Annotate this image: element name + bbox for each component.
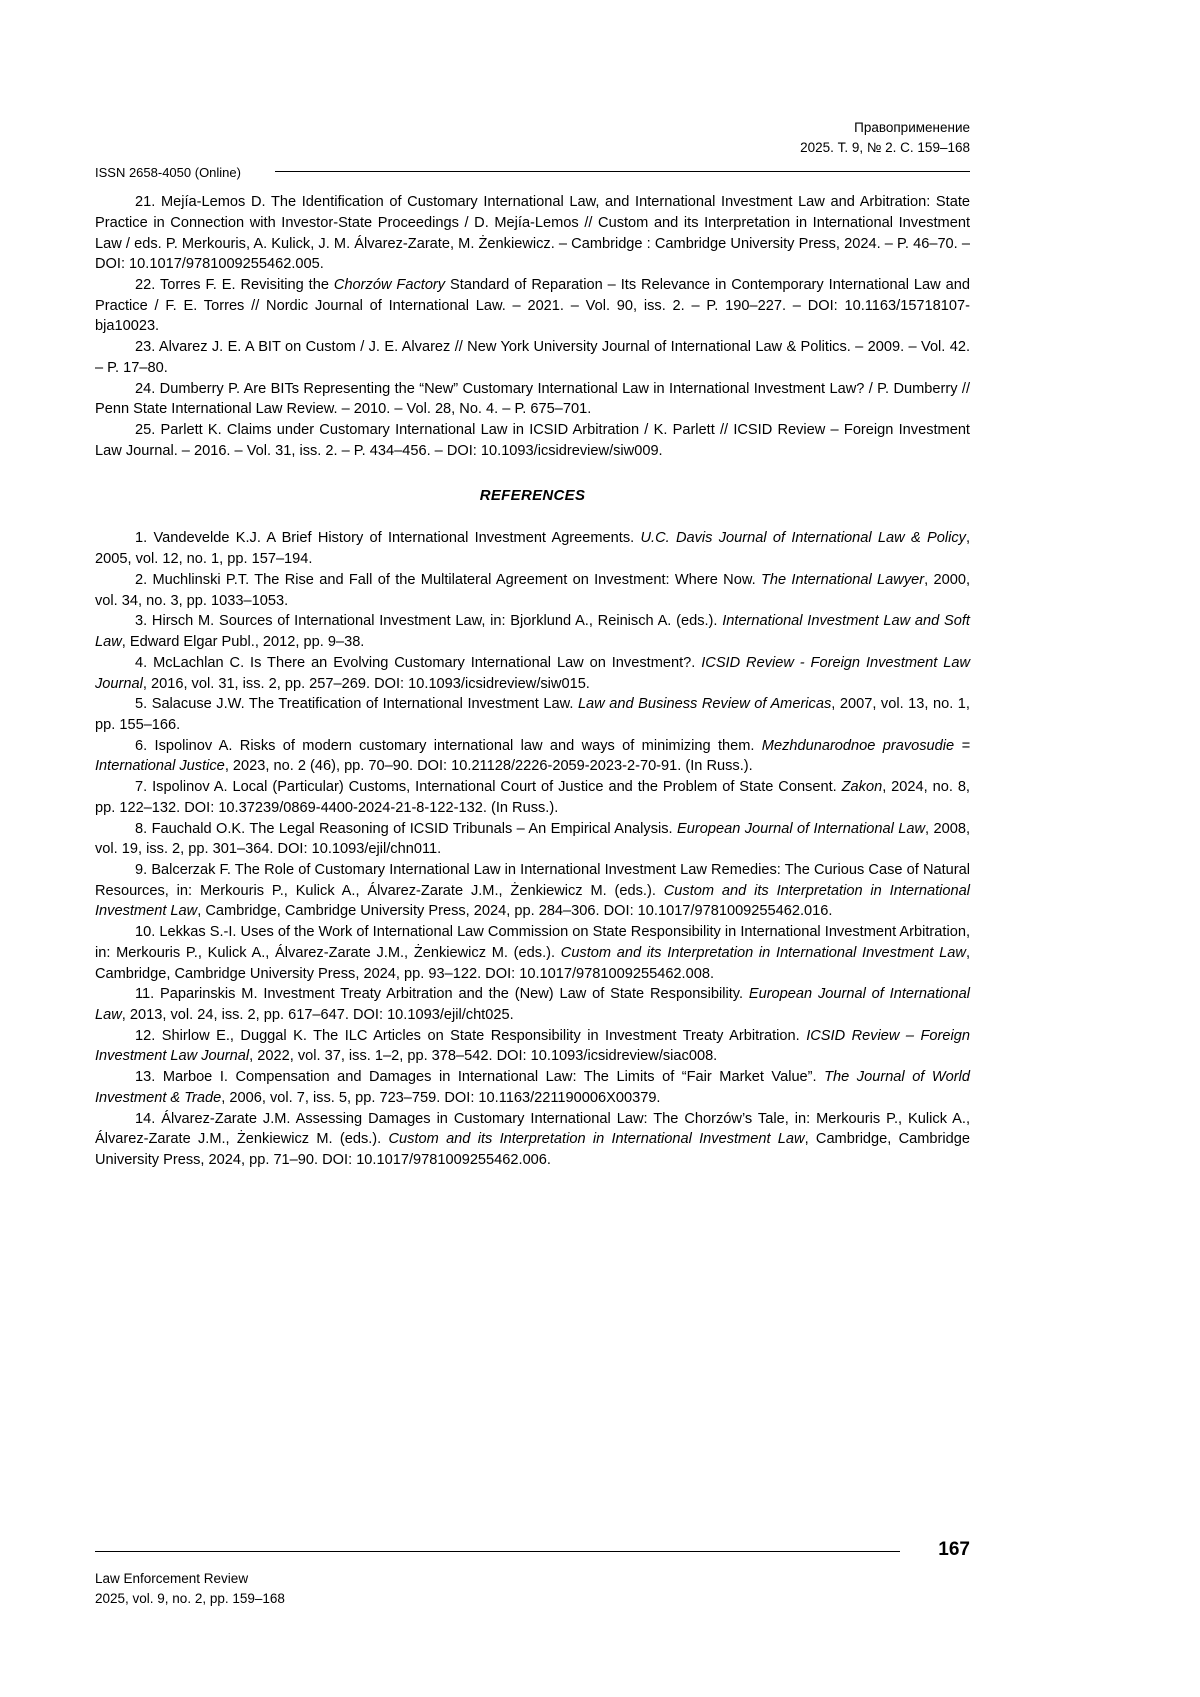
ref-text-post: , 2000, vol. 34, no. 3, pp. 1033–1053. [95,571,971,609]
reference-item [95,777,970,818]
ref-text-post: , 2013, vol. 24, iss. 2, pp. 617–647. DOI: 10.1093/ejil/cht025. [121,1007,514,1023]
references-list [95,528,970,1170]
ref-text-post: , Cambridge, Cambridge University Press, 2024, pp. 93–122. DOI: 10.1017/9781009255462.008. [95,944,971,982]
ref-text-italic: European Journal of International Law [95,986,970,1023]
ref-text-pre: 13. Marboe I. Compensation and Damages in International Law: The Limits of “Fair Market Value”. [135,1069,825,1086]
bib-text-pre: 24. Dumberry P. Are BITs Representing the “New” Customary International Law in International Investment Law? / P. Dumberry // Penn State International Law Review. – 2010. – Vol. 28, No. 4. – P. 675–701. [95,380,970,418]
reference-item [95,1026,970,1067]
ref-text-post: , 2023, no. 2 (46), pp. 70–90. DOI: 10.21128/2226-2059-2023-2-70-91. (In Russ.). [224,758,753,775]
ref-text-italic: ICSID Review – Foreign Investment Law Journal [95,1027,970,1065]
bib-text-pre: 22. Torres F. E. Revisiting the [135,277,334,293]
page-footer [95,1539,970,1610]
ref-text-italic: Custom and its Interpretation in International Investment Law [95,882,970,920]
ref-text-pre: 3. Hirsch M. Sources of International Investment Law, in: Bjorklund A., Reinisch A. (eds.). [135,613,723,630]
reference-item [95,984,970,1025]
page-content [95,0,970,1697]
ref-text-italic: Custom and its Interpretation in International Investment Law [560,944,966,961]
bibliography-item [95,337,970,378]
ref-text-post: , 2007, vol. 13, no. 1, pp. 155–166. [95,696,970,733]
bib-text-pre: 21. Mejía-Lemos D. The Identification of Customary International Law, and International Investment Law and Arbitration: State Practice in Connection with Investor-State Proceedings / D. Mejía-Lemos // Custom and its Interpretation in International Investment Law / eds. P. Merkouris, A. Kulick, J. M. Álvarez-Zarate, M. Żenkiewicz. – Cambridge : Cambridge University Press, 2024. – P. 46–70. – DOI: 10.1017/9781009255462.005. [95,194,970,273]
ref-text-italic: The Journal of World Investment & Trade [95,1069,970,1106]
ref-text-post: , 2016, vol. 31, iss. 2, pp. 257–269. DOI: 10.1093/icsidreview/siw015. [142,675,590,692]
ref-text-pre: 8. Fauchald O.K. The Legal Reasoning of ICSID Tribunals – An Empirical Analysis. [135,820,678,837]
ref-text-pre: 1. Vandevelde K.J. A Brief History of International Investment Agreements. [135,530,641,547]
ref-text-pre: 14. Álvarez-Zarate J.M. Assessing Damages in Customary International Law: The Chorzów’s Tale, in: Merkouris P., Kulick A., Álvarez-Zarate J.M., Żenkiewicz M. (eds.). [95,1110,970,1148]
ref-text-pre: 7. Ispolinov A. Local (Particular) Customs, International Court of Justice and the Problem of State Consent. [135,779,842,796]
bibliography-item [95,275,970,337]
ref-text-post: , 2022, vol. 37, iss. 1–2, pp. 378–542. DOI: 10.1093/icsidreview/siac008. [249,1048,718,1065]
reference-item [95,819,970,860]
ref-text-post: , Edward Elgar Publ., 2012, pp. 9–38. [121,634,365,651]
ref-text-pre: 11. Paparinskis M. Investment Treaty Arbitration and the (New) Law of State Responsibility. [135,986,749,1003]
reference-item [95,922,970,984]
header-rule [275,171,970,172]
ref-text-pre: 4. McLachlan C. Is There an Evolving Customary International Law on Investment?. [135,654,702,671]
ref-text-post: , Cambridge, Cambridge University Press, 2024, pp. 71–90. DOI: 10.1017/9781009255462.006. [95,1131,971,1169]
footer-journal-block [95,1569,970,1610]
reference-item [95,570,970,611]
reference-item [95,860,970,922]
ref-text-italic: International Investment Law and Soft Law [95,613,970,651]
ref-text-italic: Zakon [841,779,883,796]
ref-text-post: , 2008, vol. 19, iss. 2, pp. 301–364. DOI: 10.1093/ejil/chn011. [95,820,971,858]
ref-text-pre: 6. Ispolinov A. Risks of modern customary international law and ways of minimizing them. [135,737,762,754]
reference-item [95,1109,970,1171]
header-divider-row [95,164,970,182]
bibliography-list [95,192,970,461]
ref-text-italic: Law and Business Review of Americas [577,696,832,713]
ref-text-pre: 10. Lekkas S.-I. Uses of the Work of International Law Commission on State Responsibility in International Investment Arbitration, in: Merkouris P., Kulick A., Álvarez-Zarate J.M., Żenkiewicz M. (eds.). [95,924,970,961]
ref-text-post: , 2005, vol. 12, no. 1, pp. 157–194. [95,530,970,568]
ref-text-italic: Custom and its Interpretation in International Investment Law [388,1131,805,1148]
bib-text-post: Standard of Reparation – Its Relevance in Contemporary International Law and Practice / F. E. Torres // Nordic Journal of International Law. – 2021. – Vol. 90, iss. 2. – P. 190–227. – DOI: 10.1163/15718107-bja10023. [95,277,970,335]
ref-text-post: , Cambridge, Cambridge University Press, 2024, pp. 284–306. DOI: 10.1017/9781009255462.016. [197,903,833,920]
issue-line-en: 2025, vol. 9, no. 2, pp. 159–168 [95,1590,285,1606]
issue-line-ru: 2025. Т. 9, № 2. С. 159–168 [800,139,970,155]
bib-text-pre: 25. Parlett K. Claims under Customary International Law in ICSID Arbitration / K. Parlett // ICSID Review – Foreign Investment Law Journal. – 2016. – Vol. 31, iss. 2. – P. 434–456. – DOI: 10.1093/icsidreview/siw009. [95,422,970,459]
running-head [95,118,970,157]
reference-item [95,528,970,569]
bib-text-italic: Chorzów Factory [333,277,446,293]
reference-item [95,1067,970,1108]
bibliography-item [95,192,970,275]
ref-text-post: , 2024, no. 8, pp. 122–132. DOI: 10.37239/0869-4400-2024-21-8-122-132. (In Russ.). [95,779,970,816]
ref-text-post: , 2006, vol. 7, iss. 5, pp. 723–759. DOI: 10.1163/221190006X00379. [221,1089,661,1106]
ref-text-italic: European Journal of International Law [677,820,926,837]
reference-item [95,611,970,652]
ref-text-pre: 12. Shirlow E., Duggal K. The ILC Articles on State Responsibility in Investment Treaty Arbitration. [135,1027,807,1044]
reference-item [95,653,970,694]
issn-label: ISSN 2658-4050 (Online) [95,165,241,181]
bibliography-item [95,420,970,461]
footer-rule [95,1551,900,1552]
journal-title-ru: Правоприменение [854,120,970,135]
ref-text-italic: ICSID Review - Foreign Investment Law Journal [95,654,970,692]
ref-text-pre: 9. Balcerzak F. The Role of Customary International Law in International Investment Law Remedies: The Curious Case of Natural Resources, in: Merkouris P., Kulick A., Álvarez-Zarate J.M., Żenkiewicz M. (eds.). [95,861,970,899]
bib-text-pre: 23. Alvarez J. E. A BIT on Custom / J. E. Alvarez // New York University Journal of International Law & Politics. – 2009. – Vol. 42. – P. 17–80. [95,339,970,376]
reference-item [95,694,970,735]
ref-text-italic: Mezhdunarodnoe pravosudie = International Justice [95,737,970,775]
ref-text-pre: 5. Salacuse J.W. The Treatification of International Investment Law. [135,696,578,713]
ref-text-italic: The International Lawyer [760,571,925,588]
journal-title-en: Law Enforcement Review [95,1570,249,1586]
references-heading: REFERENCES [479,487,586,505]
ref-text-pre: 2. Muchlinski P.T. The Rise and Fall of the Multilateral Agreement on Investment: Where Now. [135,571,761,588]
ref-text-italic: U.C. Davis Journal of International Law & Policy [640,530,966,547]
bibliography-item [95,379,970,420]
footer-divider-row [95,1539,970,1563]
reference-item [95,736,970,777]
page-number: 167 [938,1538,970,1560]
